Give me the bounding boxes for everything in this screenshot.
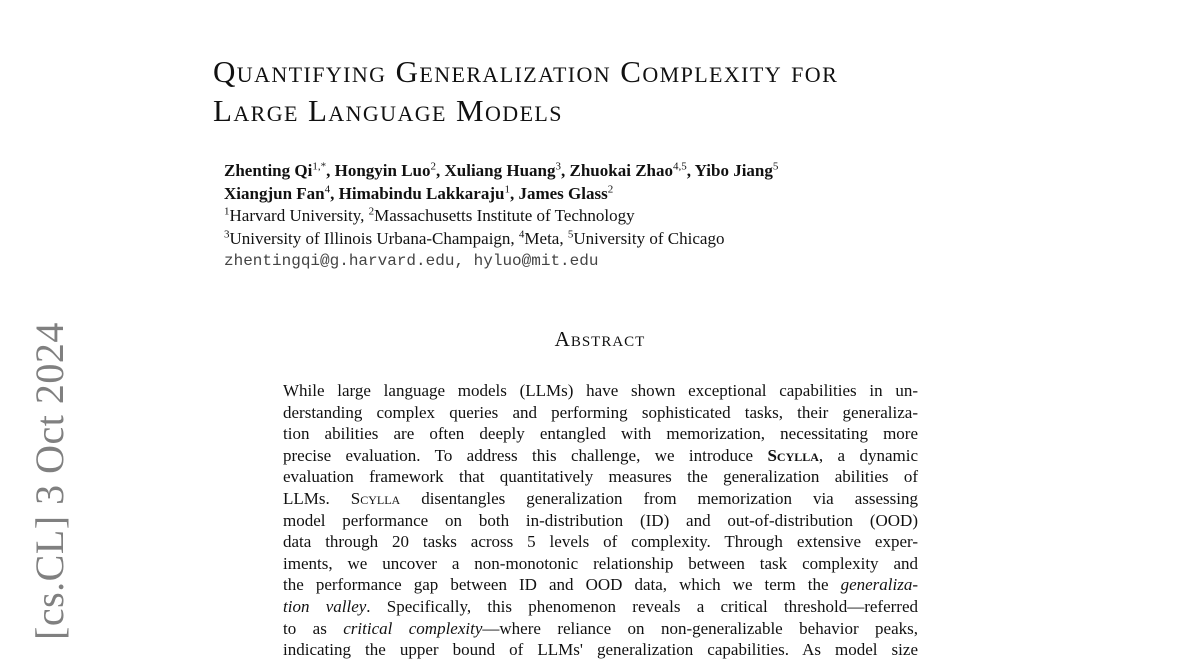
abstract-line: evaluation framework that quantitatively measures the generalization abilities of — [283, 467, 918, 487]
author-line-2: Xiangjun Fan$^4$, Himabindu Lakkaraju$^1$, James Glass$^2$ — [224, 182, 614, 203]
author-superscript: 4 — [324, 182, 331, 195]
author-name: Himabindu Lakkaraju — [338, 183, 505, 203]
paper-title — [213, 52, 1073, 130]
affiliation-text: Massachusetts Institute of Technology — [374, 206, 635, 225]
author-line-1: Zhenting $Qi^{1,*}$, Hongyin Luo$^2$, Xuliang Huang$^3$, Zhuokai Zhao$^{4,5}$, Yibo Jiang$^5$ — [224, 160, 779, 180]
abstract-emphasis: critical complexity — [343, 618, 483, 638]
abstract-line: indicating the upper bound of LLMs' generalization capabilities. As model size — [283, 640, 918, 660]
abstract-line: While large language models (LLMs) have shown exceptional capabilities in un- — [283, 381, 918, 400]
author-superscript: 4,5 — [673, 160, 687, 173]
abstract-line — [283, 488, 918, 510]
abstract-emphasis: tion valley — [283, 596, 367, 616]
affiliation-superscript: 4 — [518, 227, 525, 240]
author-name: Zhuokai Zhao — [569, 161, 673, 180]
author-superscript: 2 — [607, 182, 614, 195]
affiliation-text: Harvard University, — [229, 206, 369, 225]
abstract-body — [283, 380, 918, 661]
author-name: Yibo Jiang — [694, 161, 773, 180]
affiliation-text: University of Chicago — [573, 228, 725, 248]
abstract-text: the performance gap between ID and OOD data, which we term the — [283, 575, 841, 595]
author-name: James Glass — [518, 183, 608, 203]
abstract-emphasis: generaliza- — [840, 575, 918, 595]
author-superscript: 1 — [504, 182, 510, 195]
author-name: Xiangjun Fan — [224, 183, 325, 203]
affiliation-text: University of Illinois Urbana-Champaign, — [229, 228, 519, 248]
abstract-text: —where reliance on non-generalizable behavior peaks, — [482, 618, 919, 638]
abstract-text: . Specifically, this phenomenon reveals a critical threshold—referred — [366, 596, 918, 616]
title-line-1: Quantifying Generalization Complexity for — [213, 54, 839, 89]
author-name: Zhenting Qi — [224, 161, 313, 180]
author-block — [224, 160, 778, 273]
abstract-text: disentangles generalization from memorization via assessing — [400, 488, 918, 508]
author-superscript: 1,* — [312, 160, 327, 173]
abstract-line: data through 20 tasks across 5 levels of complexity. Through extensive exper- — [283, 532, 918, 552]
abstract-text: LLMs. — [283, 488, 351, 508]
abstract-line — [283, 574, 918, 596]
author-emails: zhentingqi@g.harvard.edu, hyluo@mit.edu — [224, 252, 599, 270]
author-superscript: 2 — [430, 160, 436, 173]
abstract-line: model performance on both in-distribution (ID) and out-of-distribution (OOD) — [283, 510, 918, 530]
arxiv-margin-stamp: [cs.CL] 3 Oct 2024 — [27, 322, 72, 640]
abstract-line: derstanding complex queries and performing sophisticated tasks, their generaliza- — [283, 402, 918, 422]
abstract-line: tion abilities are often deeply entangled with memorization, necessitating more — [283, 424, 918, 444]
abstract-line — [283, 445, 918, 467]
affiliation-superscript: 2 — [368, 205, 375, 218]
title-line-2: Large Language Models — [213, 93, 563, 128]
abstract-text: to as — [283, 618, 344, 638]
abstract-line — [283, 596, 918, 618]
affiliation-text: Meta, — [524, 228, 568, 248]
author-superscript: 5 — [772, 160, 779, 173]
affiliation-line-1 — [224, 205, 778, 228]
affiliation-line-2 — [224, 228, 778, 251]
abstract-text: precise evaluation. To address this challenge, we introduce — [283, 445, 768, 465]
abstract-line — [283, 618, 918, 640]
scylla-name: Scylla — [767, 445, 819, 465]
author-name: Xuliang Huang — [444, 161, 556, 180]
abstract-heading: Abstract — [554, 327, 646, 351]
scylla-name: Scylla — [350, 488, 401, 508]
affiliation-superscript: 1 — [224, 205, 230, 218]
affiliation-superscript: 5 — [567, 227, 574, 240]
author-name: Hongyin Luo — [334, 161, 431, 180]
author-superscript: 3 — [555, 160, 562, 173]
affiliation-superscript: 3 — [224, 227, 230, 240]
abstract-line: iments, we uncover a non-monotonic relationship between task complexity and — [283, 553, 918, 573]
abstract-text: , a dynamic — [818, 445, 918, 465]
